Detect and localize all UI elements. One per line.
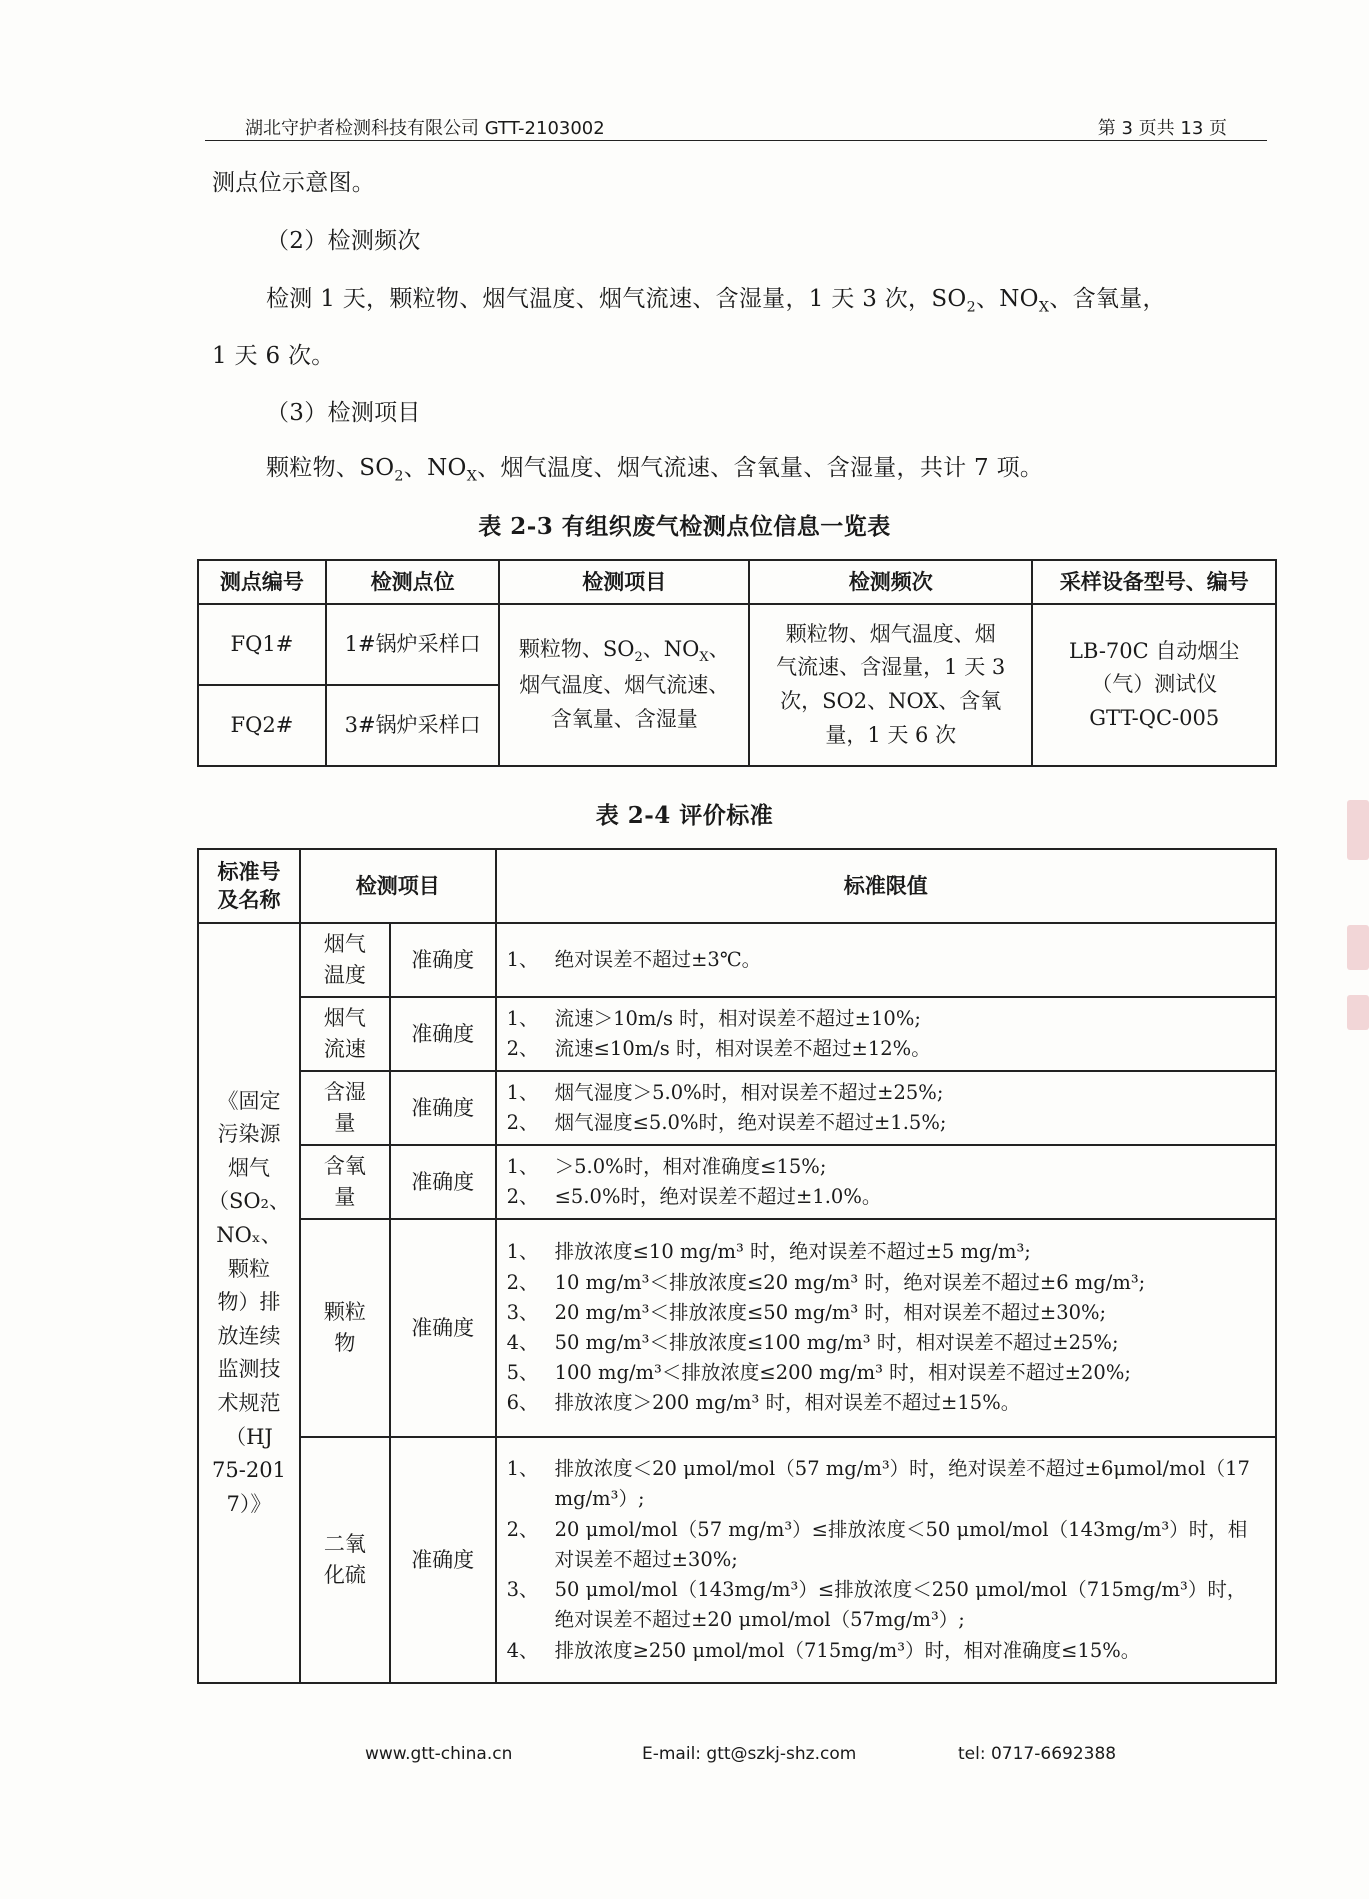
footer-email: E-mail: gtt@szkj-shz.com: [642, 1744, 857, 1764]
footer-phone: tel: 0717-6692388: [958, 1744, 1117, 1764]
section-title-frequency: （2）检测频次: [266, 228, 421, 254]
paragraph-frequency: 检测 1 天，颗粒物、烟气温度、烟气流速、含湿量，1 天 3 次，$SO_2$、$NO_X$、含氧量，: [266, 286, 1166, 316]
table-row: [198, 1219, 1276, 1437]
limit-cell: [496, 1071, 1276, 1145]
table-row: [198, 1071, 1276, 1145]
criterion-type-cell: 准确度: [390, 997, 496, 1071]
limit-item: 6、 排放浓度＞200 mg/m³ 时，相对误差不超过±15%。: [506, 1391, 1021, 1415]
limit-item: 2、 流速≤10m/s 时，相对误差不超过±12%。: [506, 1037, 931, 1060]
point-location: 3#锅炉采样口: [326, 685, 500, 766]
limit-item: 2、 10 mg/m³＜排放浓度≤20 mg/m³ 时，绝对误差不超过±6 mg/m³;: [506, 1270, 1146, 1294]
monitoring-items-cell: 颗粒物、$SO_2$、$NO_X$、 烟气温度、烟气流速、 含氧量、含湿量: [499, 604, 749, 766]
limit-item: 2、 20 μmol/mol（57 mg/m³）≤排放浓度＜50 μmol/mol（143mg/m³）时，相对误差不超过±30%;: [506, 1517, 1248, 1571]
monitoring-frequency-cell: 颗粒物、烟气温度、烟 气流速、含湿量，1 天 3 次，SO2、NOX、含氧 量，1 天 6 次: [749, 604, 1032, 766]
monitoring-points-table: [197, 559, 1277, 767]
criterion-type-cell: 准确度: [390, 1219, 496, 1437]
table-row: [198, 1437, 1276, 1683]
table-header-cell: 采样设备型号、编号: [1032, 560, 1276, 604]
limit-item: 1、 排放浓度＜20 μmol/mol（57 mg/m³）时，绝对误差不超过±6μmol/mol（17 mg/m³）;: [506, 1457, 1250, 1511]
limit-cell: [496, 1145, 1276, 1219]
limit-item: 4、 50 mg/m³＜排放浓度≤100 mg/m³ 时，相对误差不超过±25%;: [506, 1331, 1119, 1354]
item-name-cell: 烟气 流速: [300, 997, 390, 1071]
limit-item: 4、 排放浓度≥250 μmol/mol（715mg/m³）时，相对准确度≤15%。: [506, 1638, 1141, 1662]
header-standard-name: 标准号 及名称: [198, 849, 300, 923]
page-header: [205, 112, 1267, 141]
header-limit: 标准限值: [496, 849, 1276, 923]
equipment-cell: LB-70C 自动烟尘 （气）测试仪 GTT-QC-005: [1032, 604, 1276, 766]
limit-cell: [496, 1437, 1276, 1683]
criterion-type-cell: 准确度: [390, 1437, 496, 1683]
table-header-cell: 测点编号: [198, 560, 326, 604]
limit-item: 5、 100 mg/m³＜排放浓度≤200 mg/m³ 时，相对误差不超过±20%;: [506, 1361, 1131, 1385]
evaluation-standard-table: [197, 848, 1277, 1684]
standard-name-cell: 《固定 污染源 烟气 （SO₂、 NOₓ、 颗粒 物）排 放连续 监测技 术规范 （HJ 75-201 7）》: [198, 923, 300, 1683]
point-id: FQ2#: [198, 685, 326, 766]
limit-cell: [496, 997, 1276, 1071]
table-header-cell: 检测频次: [749, 560, 1032, 604]
limit-item: 1、 ＞5.0%时，相对准确度≤15%;: [506, 1154, 827, 1178]
table-row: [198, 1145, 1276, 1219]
limit-item: 3、 20 mg/m³＜排放浓度≤50 mg/m³ 时，相对误差不超过±30%;: [506, 1300, 1107, 1324]
limit-cell: [496, 923, 1276, 997]
point-location: 1#锅炉采样口: [326, 604, 500, 685]
header-item: 检测项目: [300, 849, 496, 923]
paragraph-frequency-cont: 1 天 6 次。: [212, 343, 335, 369]
limit-cell: [496, 1219, 1276, 1437]
table-row: [198, 604, 1276, 685]
point-id: FQ1#: [198, 604, 326, 685]
limit-item: 1、 绝对误差不超过±3℃。: [506, 947, 762, 971]
table-2-3-caption: 表 2-3 有组织废气检测点位信息一览表: [478, 513, 891, 540]
limit-item: 2、 ≤5.0%时，绝对误差不超过±1.0%。: [506, 1185, 882, 1208]
paragraph-items: 颗粒物、$SO_2$、$NO_X$、烟气温度、烟气流速、含氧量、含湿量，共计 7 项。: [266, 455, 1044, 485]
item-name-cell: 烟气 温度: [300, 923, 390, 997]
header-company: 湖北守护者检测科技有限公司 GTT-2103002: [245, 118, 605, 139]
header-page-number: 第 3 页共 13 页: [1097, 118, 1227, 139]
table-row: [198, 923, 1276, 997]
section-title-items: （3）检测项目: [266, 400, 421, 426]
table-header-cell: 检测项目: [499, 560, 749, 604]
stamp-trace: [1347, 925, 1369, 970]
stamp-trace: [1347, 995, 1369, 1030]
item-name-cell: 二氧 化硫: [300, 1437, 390, 1683]
item-name-cell: 含湿 量: [300, 1071, 390, 1145]
table-header-cell: 检测点位: [326, 560, 500, 604]
limit-item: 1、 烟气湿度＞5.0%时，相对误差不超过±25%;: [506, 1080, 944, 1104]
limit-item: 1、 流速＞10m/s 时，相对误差不超过±10%;: [506, 1006, 921, 1030]
item-name-cell: 含氧 量: [300, 1145, 390, 1219]
item-name-cell: 颗粒 物: [300, 1219, 390, 1437]
footer-website: www.gtt-china.cn: [365, 1744, 513, 1764]
stamp-trace: [1347, 800, 1369, 860]
limit-item: 1、 排放浓度≤10 mg/m³ 时，绝对误差不超过±5 mg/m³;: [506, 1240, 1031, 1264]
criterion-type-cell: 准确度: [390, 1071, 496, 1145]
criterion-type-cell: 准确度: [390, 923, 496, 997]
criterion-type-cell: 准确度: [390, 1145, 496, 1219]
table-row: [198, 997, 1276, 1071]
limit-item: 2、 烟气湿度≤5.0%时，绝对误差不超过±1.5%;: [506, 1111, 947, 1134]
table-2-4-caption: 表 2-4 评价标准: [595, 802, 774, 829]
paragraph-line: 测点位示意图。: [212, 170, 376, 196]
limit-item: 3、 50 μmol/mol（143mg/m³）≤排放浓度＜250 μmol/mol（715mg/m³）时，绝对误差不超过±20 μmol/mol（57mg/m³）;: [506, 1578, 1247, 1632]
